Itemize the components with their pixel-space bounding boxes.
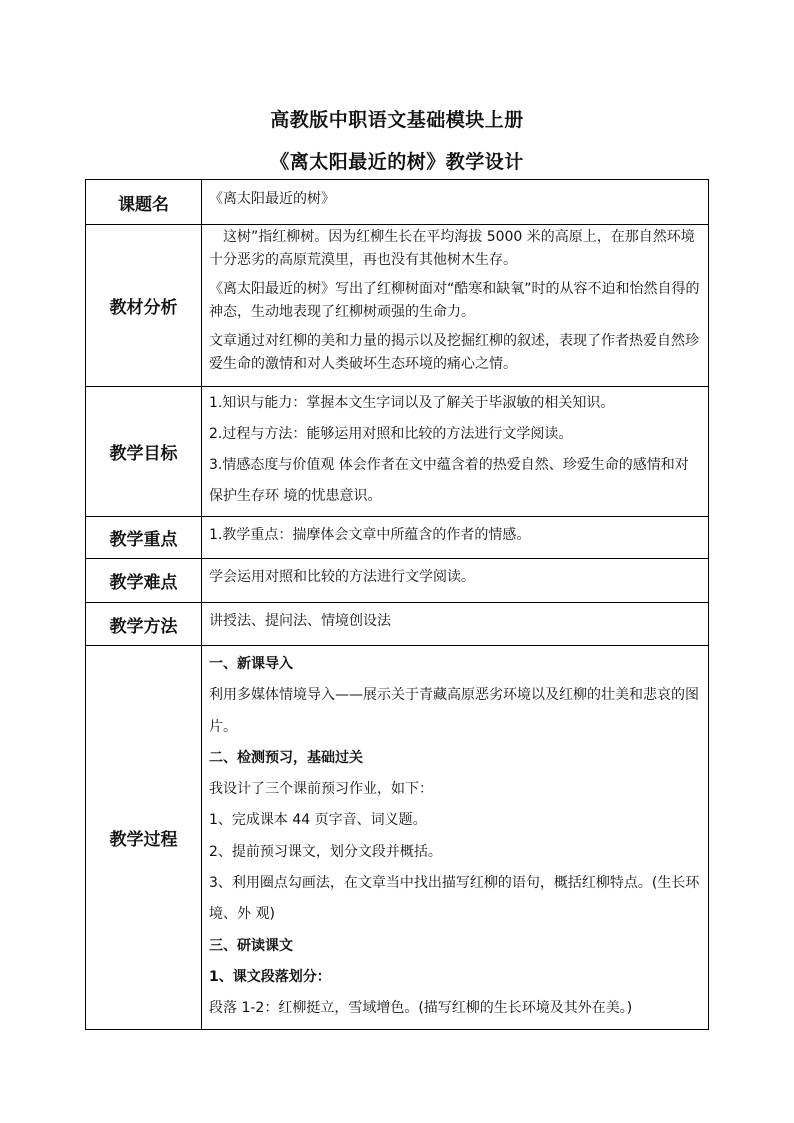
- value-difficulties: [202, 559, 709, 603]
- label-methods: 教学方法: [86, 603, 202, 646]
- methods-text: 讲授法、提问法、情境创设法: [209, 613, 391, 629]
- value-analysis: [202, 225, 709, 387]
- goal-item-3: 3.情感态度与价值观 体会作者在文中蕴含着的热爱自然、珍爱生命的感情和对保护生存环 境的忧患意识。: [209, 457, 689, 504]
- table-row-process: [86, 646, 709, 1030]
- goal-item-1: 1.知识与能力：掌握本文生字词以及了解关于毕淑敏的相关知识。: [209, 395, 615, 411]
- difficulties-text: 学会运用对照和比较的方法进行文学阅读。: [209, 569, 475, 585]
- analysis-paragraph-3: 文章通过对红柳的美和力量的揭示以及挖掘红柳的叙述，表现了作者热爱自然珍爱生命的激情和对人类破坏生态环境的痛心之情。: [209, 333, 699, 372]
- process-section-2-heading: 二、检测预习，基础过关: [209, 749, 363, 766]
- value-goals: [202, 387, 709, 517]
- process-section-1-heading: 一、新课导入: [209, 656, 293, 672]
- analysis-paragraph-2: 《离太阳最近的树》写出了红柳树面对“酷寒和缺氧”时的从容不迫和怡然自得的神态，生动地表现了红柳树顽强的生命力。: [209, 281, 700, 320]
- process-section-3-subheading: 1、课文段落划分：: [209, 968, 331, 985]
- document-title: 高教版中职语文基础模块上册: [270, 109, 524, 131]
- label-analysis: 教材分析: [86, 225, 202, 387]
- document-subtitle: 《离太阳最近的树》教学设计: [270, 151, 524, 173]
- value-process: [202, 646, 709, 1030]
- label-topic: 课题名: [86, 180, 202, 225]
- table-row-difficulties: [86, 559, 709, 603]
- process-section-3-heading: 三、研读课文: [209, 937, 293, 954]
- label-key-points: 教学重点: [86, 517, 202, 559]
- process-section-2-intro: 我设计了三个课前预习作业，如下：: [209, 781, 433, 798]
- table-row-topic: [86, 180, 709, 225]
- value-topic: [202, 180, 709, 225]
- table-row-methods: [86, 603, 709, 646]
- table-row-key-points: [86, 517, 709, 559]
- process-section-2-item-1: 1、完成课本 44 页字音、词义题。: [209, 812, 427, 829]
- value-methods: [202, 603, 709, 646]
- process-section-2-item-2: 2、提前预习课文，划分文段并概括。: [209, 843, 442, 860]
- goal-item-2: 2.过程与方法：能够运用对照和比较的方法进行文学阅读。: [209, 426, 573, 442]
- process-section-1-text: 利用多媒体情境导入——展示关于青藏高原恶劣环境以及红柳的壮美和悲哀的图片。: [209, 687, 699, 735]
- analysis-paragraph-1: 这树”指红柳树。因为红柳生长在平均海拔 5000 米的高原上，在那自然环境十分恶劣的高原荒漠里，再也没有其他树木生存。: [209, 229, 695, 268]
- lesson-plan-table: [85, 179, 709, 1030]
- label-goals: 教学目标: [86, 387, 202, 517]
- process-section-3-paragraph: 段落 1-2：红柳挺立，雪域增色。(描写红柳的生长环境及其外在美。): [209, 1000, 633, 1017]
- label-process: 教学过程: [86, 646, 202, 1030]
- process-section-2-item-3: 3、利用圈点勾画法，在文章当中找出描写红柳的语句，概括红柳特点。(生长环境、外 观): [209, 875, 700, 923]
- topic-text: 《离太阳最近的树》: [209, 190, 335, 207]
- key-points-text: 1.教学重点：揣摩体会文章中所蕴含的作者的情感。: [209, 527, 531, 543]
- value-key-points: [202, 517, 709, 559]
- label-difficulties: 教学难点: [86, 559, 202, 603]
- table-row-goals: [86, 387, 709, 517]
- table-row-analysis: [86, 225, 709, 387]
